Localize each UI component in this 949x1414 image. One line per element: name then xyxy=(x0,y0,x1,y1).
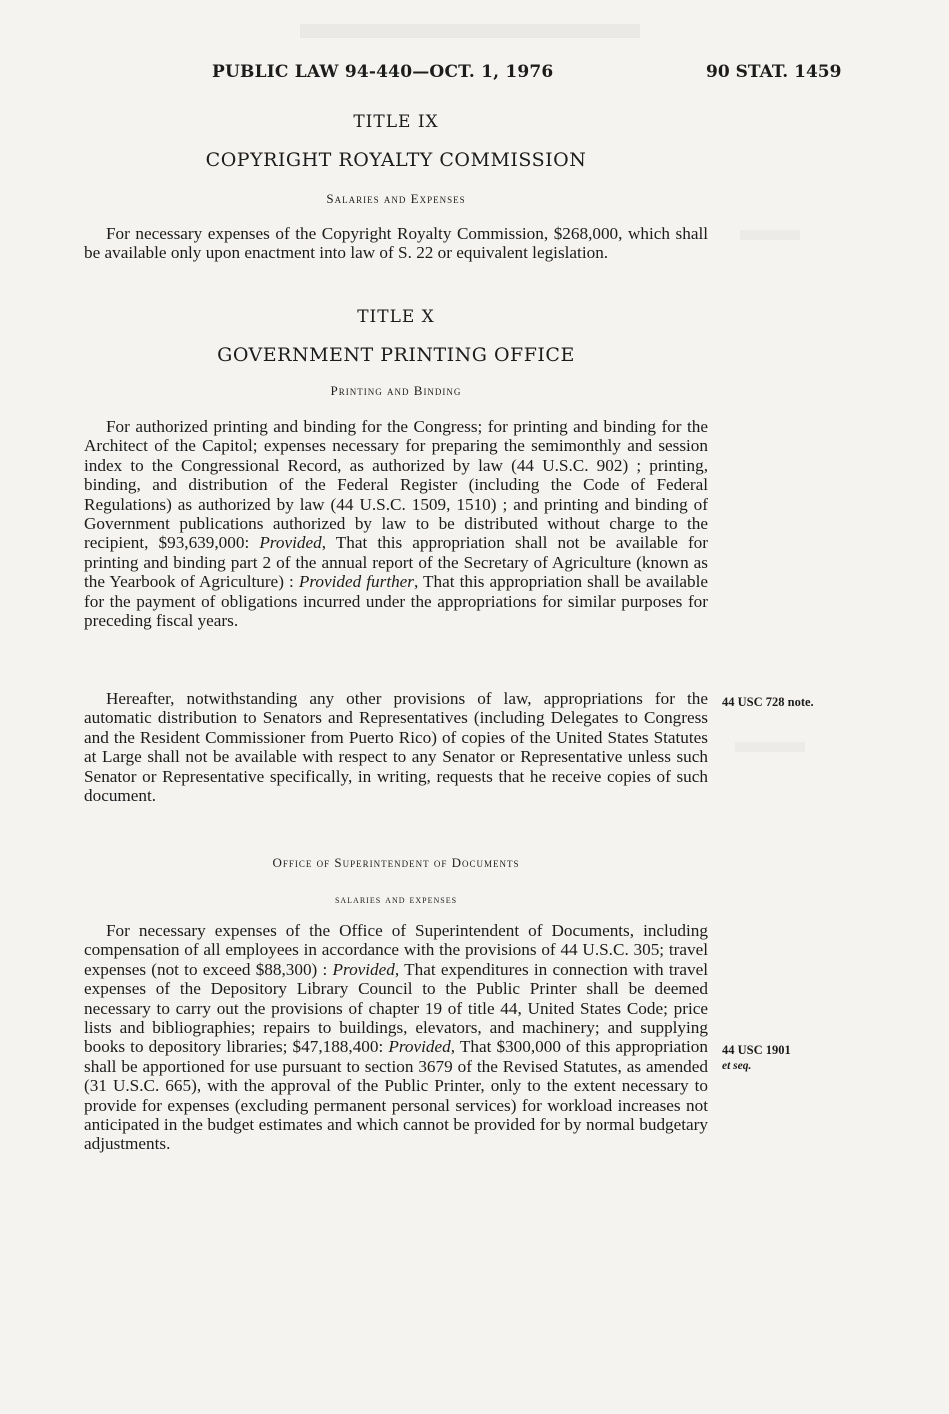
title-x-heading: TITLE X xyxy=(357,307,435,327)
para-text: , That $300,000 of this appropriation shall be apportioned for use pursuant to section 3679 of the Revised Statutes, as amended (31 U.S.C. 665), with the approval of the Public Printer, only to the extent necessary to provide for expenses (excluding permanent personal services) for workload increases not anticipated in the budget estimates and which cannot be provided for by normal budgetary adjustments. xyxy=(84,1037,708,1154)
margin-note-1901-line: 44 USC 1901 xyxy=(722,1043,791,1057)
bleed-through-text xyxy=(740,230,800,240)
margin-note-et-seq: et seq. xyxy=(722,1060,752,1072)
title-ix-name: COPYRIGHT ROYALTY COMMISSION xyxy=(205,149,587,171)
stat-page-number: 90 STAT. 1459 xyxy=(706,62,842,82)
bleed-through-text xyxy=(300,24,640,38)
para-text: For necessary expenses of the Office of Superintendent of Documents, including compensation of all employees in accordance with the provisions of 44 U.S.C. 305; travel expenses (not to exceed $88,300) : xyxy=(84,921,708,979)
proviso: Provided further xyxy=(298,572,414,592)
bleed-through-text xyxy=(735,742,805,752)
margin-note-1901 xyxy=(722,1042,791,1074)
public-law-header: PUBLIC LAW 94-440—OCT. 1, 1976 xyxy=(212,62,554,82)
title-x-subhead: Printing and Binding xyxy=(330,383,462,398)
para-text: , That this appropriation shall not be available for printing and binding part 2 of the annual report of the Secretary of Agriculture (known as the Yearbook of Agriculture) : xyxy=(84,533,708,592)
office-subhead: salaries and expenses xyxy=(334,892,458,906)
office-heading: Office of Superintendent of Documents xyxy=(272,855,520,870)
proviso: Provided xyxy=(332,959,395,979)
title-x-name: GOVERNMENT PRINTING OFFICE xyxy=(217,344,575,366)
statutes-distribution-paragraph: Hereafter, notwithstanding any other provisions of law, appropriations for the automatic distribution to Senators and Representatives (including Delegates to Congress and the Resident Commissioner from Puerto Rico) of copies of the United States Statutes at Large shall not be available with respect to any Senator or Representative unless such Senator or Representative specifically, in writing, requests that he receive copies of such document. xyxy=(84,689,708,806)
margin-note-728: 44 USC 728 note. xyxy=(722,695,814,709)
proviso: Provided xyxy=(259,533,322,553)
proviso: Provided xyxy=(388,1037,451,1057)
para-text: , That this appropriation shall be available for the payment of obligations incurred under the appropriations for similar purposes for preceding fiscal years. xyxy=(84,572,709,631)
para-text: For authorized printing and binding for the Congress; for printing and binding for the Architect of the Capitol; expenses necessary for preparing the semimonthly and session index to the Congressional Record, as authorized by law (44 U.S.C. 902) ; printing, binding, and distribution of the Federal Register (including the Code of Federal Regulations) as authorized by law (44 U.S.C. 1509, 1510) ; and printing and binding of Government publications authorized by law to be distributed without charge to the recipient, $93,639,000: xyxy=(84,417,708,553)
title-ix-paragraph: For necessary expenses of the Copyright Royalty Commission, $268,000, which shall be available only upon enactment into law of S. 22 or equivalent legislation. xyxy=(84,224,708,263)
para-text: , That expenditures in connection with travel expenses of the Depository Library Council to the Public Printer shall be deemed necessary to carry out the provisions of chapter 19 of title 44, United States Code; price lists and bibliographies; repairs to buildings, elevators, and machinery; and supplying books to depository libraries; $47,188,400: xyxy=(84,959,708,1057)
title-ix-subhead: Salaries and Expenses xyxy=(326,191,466,206)
superintendent-paragraph xyxy=(84,921,708,1154)
title-ix-heading: TITLE IX xyxy=(353,112,439,132)
printing-binding-paragraph xyxy=(84,417,708,630)
